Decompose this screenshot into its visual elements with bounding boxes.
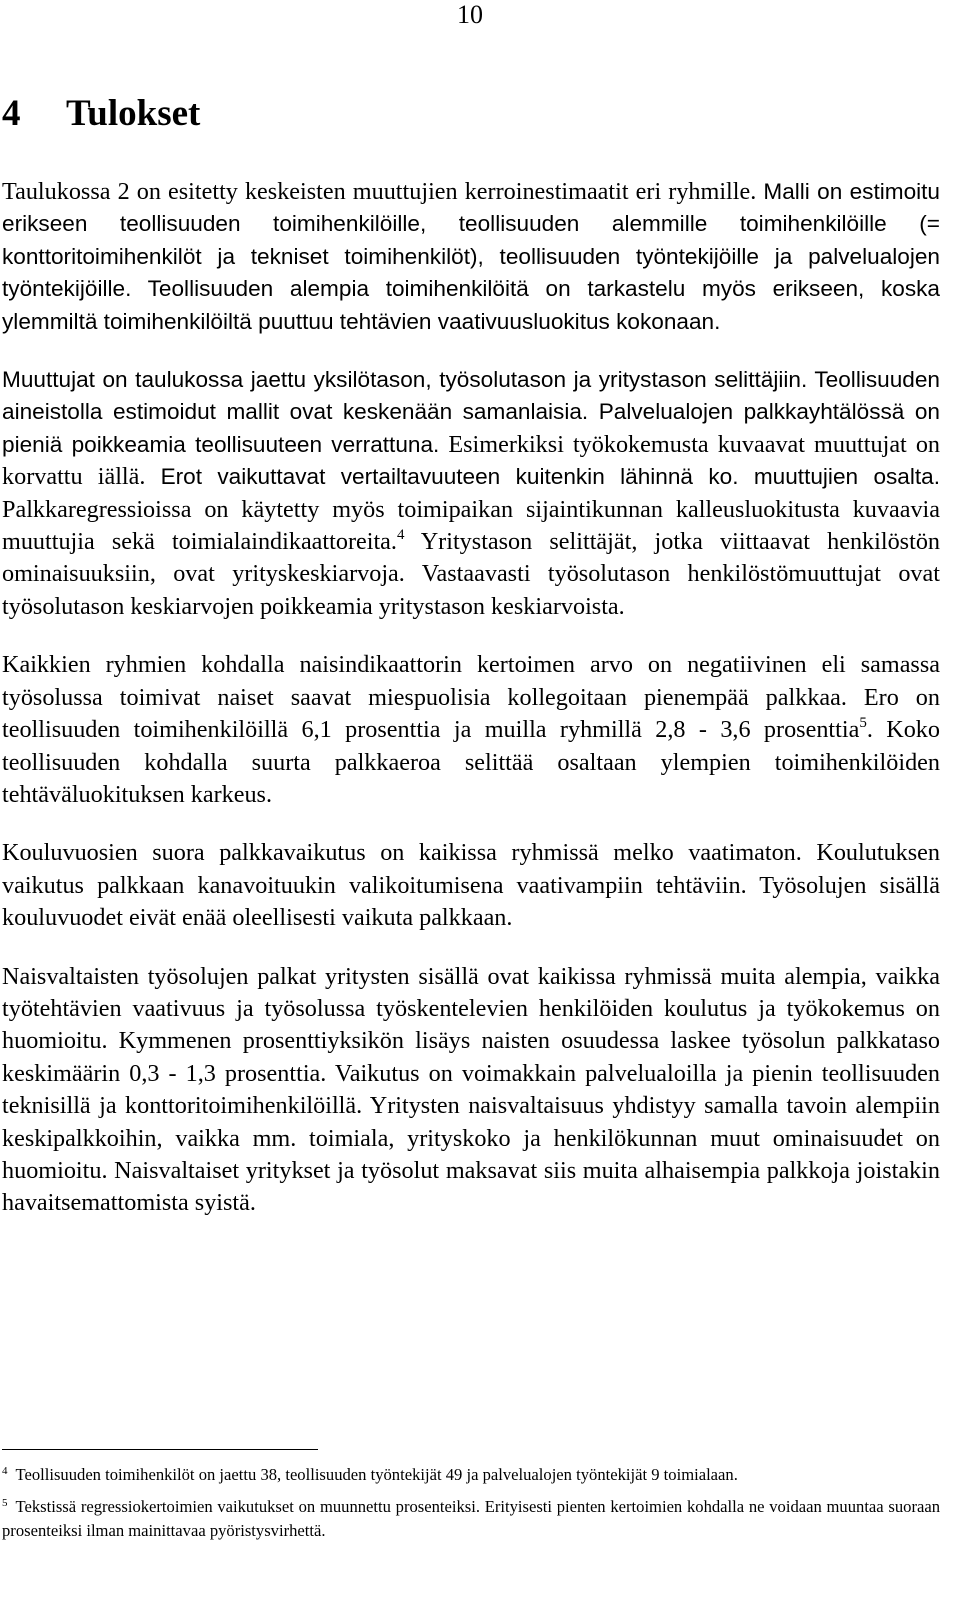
paragraph-2 [2,364,940,623]
footnote-ref-4: 4 [396,527,405,544]
footnote-text: Tekstissä regressiokertoimien vaikutukset on muunnettu prosenteiksi. Erityisesti pienten kertoimien kohdalla ne voidaan muuntaa suoraan prosenteiksi ilman mainittavaa pyöristysvirhettä. [2,1497,940,1540]
footnote-mark: 5 [2,1497,8,1509]
paragraph-3-text-b: . Koko teollisuuden kohdalla suurta palkkaeroa selittää osaltaan ylempien toimihenkilöiden tehtäväluokituksen karkeus. [2,716,940,808]
paragraph-1-serif: Taulukossa 2 on esitetty keskeisten muuttujien kerroinestimaatit eri ryhmille. [2,178,757,205]
paragraph-1-sans: Malli on estimoitu erikseen teollisuuden toimihenkilöille, teollisuuden alemmille toimihenkilöille (= konttoritoimihenkilöt ja tekniset toimihenkilöt), teollisuuden työntekijöille ja palvelualojen työntekijöille. Teollisuuden alempia toimihenkilöitä on tarkastelu myös erikseen, koska ylemmiltä toimihenkilöiltä puuttuu tehtävien vaativuusluokitus kokonaan. [2,179,940,334]
body-text [2,176,940,1220]
section-heading [2,92,200,136]
paragraph-2-serif-c: Palkkaregressioissa on käytetty myös toimipaikan sijaintikunnan kalleusluokitusta kuvaavia muuttujia sekä toimialaindikaattoreita. [2,495,940,556]
paragraph-2-serif-a: Esimerkiksi työkokemusta kuvaavat muuttujat on korvattu iällä. [2,430,941,491]
footnote-mark: 4 [2,1465,8,1477]
footnotes [2,1463,940,1551]
footnote-ref-5: 5 [859,715,867,732]
footnote-text: Teollisuuden toimihenkilöt on jaettu 38, teollisuuden työntekijät 49 ja palvelualojen työntekijät 9 toimialaan. [15,1465,738,1484]
paragraph-5 [2,961,940,1220]
section-number: 4 [2,93,21,134]
paragraph-1 [2,176,940,338]
paragraph-2-sans-b: Erot vaikuttavat vertailtavuuteen kuitenkin lähinnä ko. muuttujien osalta. [160,464,941,490]
footnote-4 [2,1463,940,1487]
footnote-5 [2,1495,940,1543]
paragraph-2-serif-d: Yritystason selittäjät, jotka viittaavat henkilöstön ominaisuuksiin, ovat yrityskeskiarvoja. Vastaavasti työsolutason henkilöstömuuttujat ovat työsolutason keskiarvojen poikkeamia yritystason keskiarvoista. [2,528,941,620]
paragraph-4 [2,837,940,934]
section-title: Tulokset [66,93,201,134]
paragraph-3-text-a: Kaikkien ryhmien kohdalla naisindikaattorin kertoimen arvo on negatiivinen eli samassa työsolussa toimivat naiset saavat miespuolisia kollegoitaan pienempää palkkaa. Ero on teollisuuden toimihenkilöillä 6,1 prosenttia ja muilla ryhmillä 2,8 - 3,6 prosenttia [2,651,940,744]
paragraph-2-sans-a: Muuttujat on taulukossa jaettu yksilötason, työsolutason ja yritystason selittäjiin. Teollisuuden aineistolla estimoidut mallit ovat keskenään samanlaisia. Palvelualojen palkkayhtälössä on pieniä poikkeamia teollisuuteen verrattuna. [2,367,940,457]
page-number: 10 [457,0,483,29]
footnote-divider [2,1449,318,1450]
paragraph-5-text: Naisvaltaisten työsolujen palkat yritysten sisällä ovat kaikissa ryhmissä muita alempia, vaikka työtehtävien vaativuus ja työsolussa työskentelevien henkilöiden koulutus ja työkokemus on huomioitu. Kymmenen prosenttiyksikön lisäys naisten osuudessa laskee työsolun palkkataso keskimäärin 0,3 - 1,3 prosenttia. Vaikutus on voimakkain palvelualoilla ja pienin teollisuuden teknisillä ja konttoritoimihenkilöillä. Yritysten naisvaltaisuus yhdistyy samalla tavoin alempiin keskipalkkoihin, vaikka mm. toimiala, yrityskoko ja henkilökunnan muut ominaisuudet on huomioitu. Naisvaltaiset yritykset ja työsolut maksavat siis muita alhaisempia palkkoja joistakin havaitsemattomista syistä. [2,962,940,1217]
paragraph-3 [2,649,940,811]
paragraph-4-text: Kouluvuosien suora palkkavaikutus on kaikissa ryhmissä melko vaatimaton. Koulutuksen vaikutus palkkaan kanavoituukin valikoitumisena vaativampiin tehtäviin. Työsolujen sisällä kouluvuodet eivät enää oleellisesti vaikuta palkkaan. [2,839,940,932]
